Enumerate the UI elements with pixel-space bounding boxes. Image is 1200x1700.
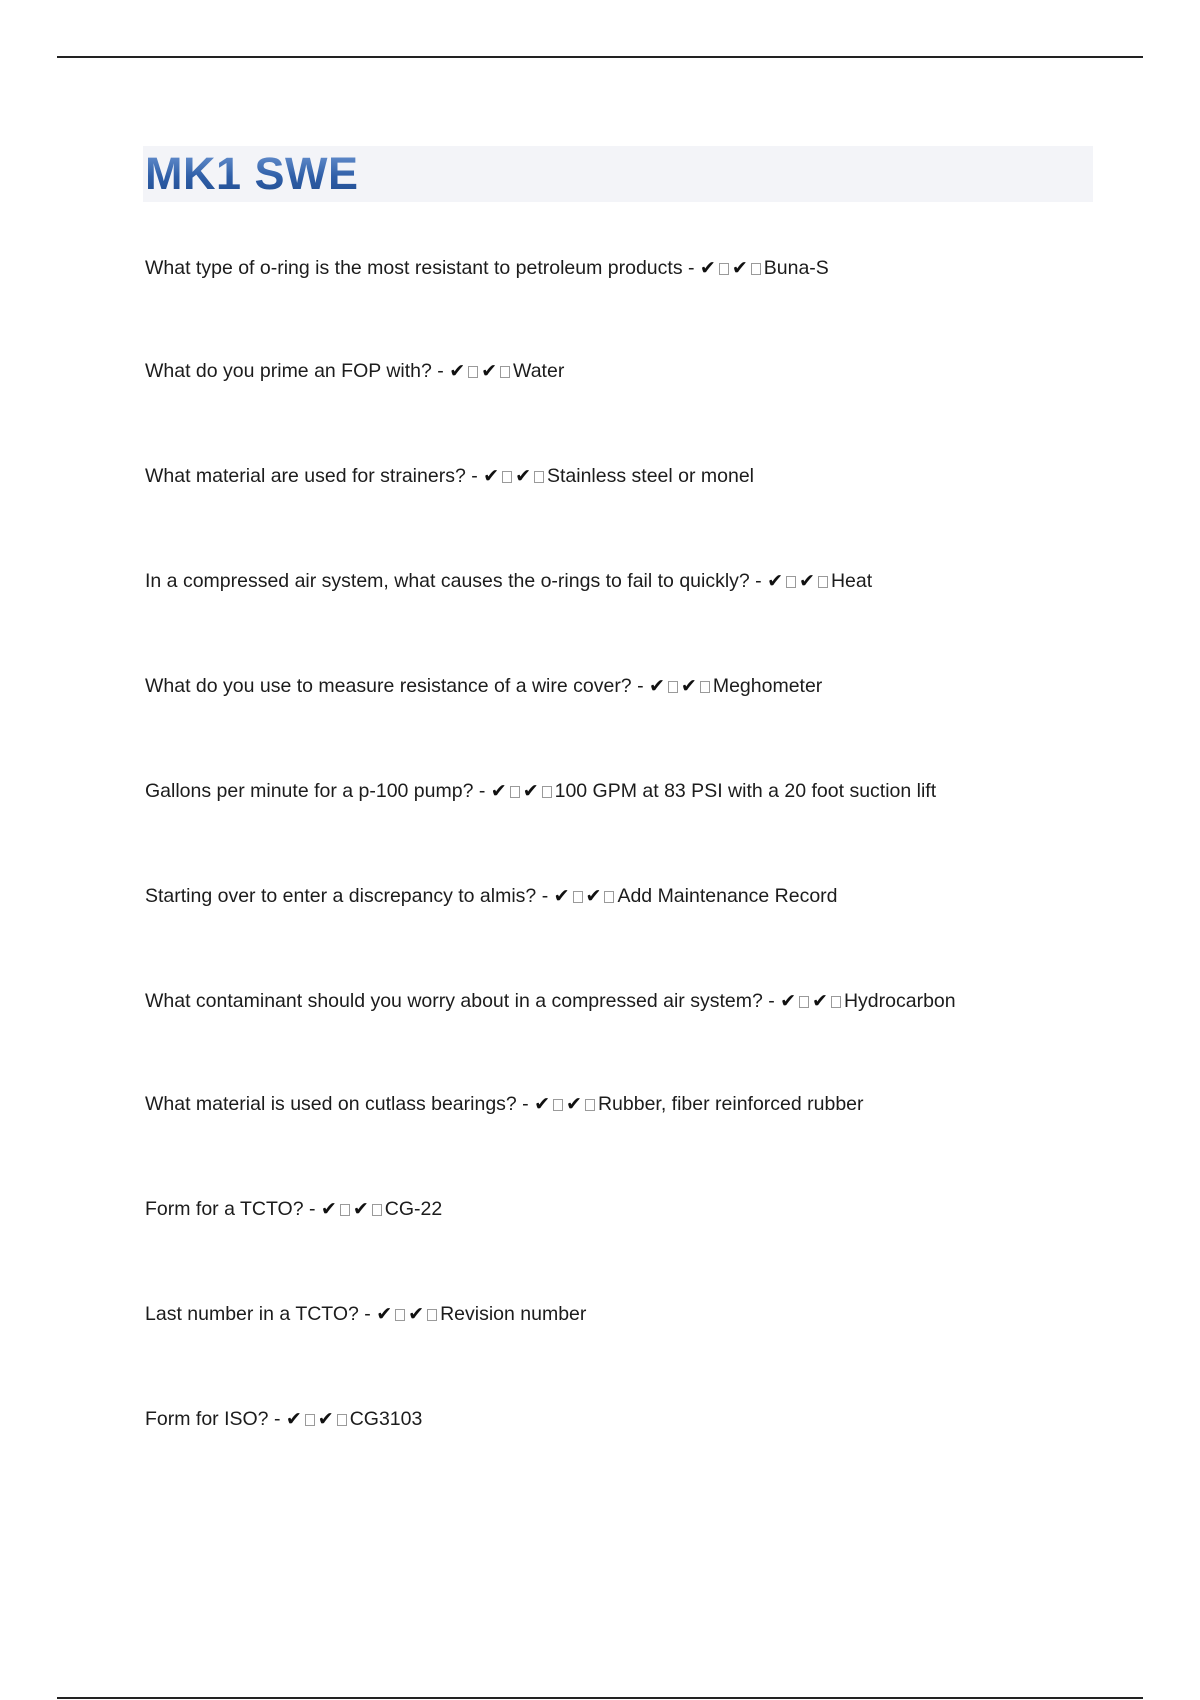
box-icon: [500, 366, 510, 378]
box-icon: [668, 681, 678, 693]
checkmark-icon: ✔: [317, 1408, 334, 1430]
checkmark-icon: ✔: [812, 990, 828, 1012]
top-rule: [57, 56, 1143, 58]
document-title: MK1 SWE: [145, 148, 359, 199]
checkmark-icon: ✔: [483, 465, 500, 487]
checkmark-icon: ✔: [731, 257, 748, 279]
answer-text: Hydrocarbon: [843, 990, 956, 1012]
answer-text: 100 GPM at 83 PSI with a 20 foot suction lift: [554, 780, 937, 802]
qa-item: [145, 989, 956, 1013]
box-icon: [786, 576, 796, 588]
answer-text: Buna-S: [763, 257, 829, 279]
answer-text: Stainless steel or monel: [546, 465, 755, 487]
box-icon: [534, 471, 544, 483]
question-text: Form for ISO? -: [145, 1408, 286, 1430]
box-icon: [337, 1414, 347, 1426]
checkmark-icon: ✔: [352, 1198, 369, 1220]
qa-item: [145, 1302, 586, 1326]
checkmark-icon: ✔: [481, 360, 498, 382]
checkmark-icon: ✔: [376, 1303, 393, 1325]
box-icon: [502, 471, 512, 483]
checkmark-icon: ✔: [320, 1198, 337, 1220]
qa-item: [145, 569, 872, 593]
answer-text: Water: [513, 360, 565, 382]
checkmark-icon: ✔: [680, 675, 697, 697]
question-text: What contaminant should you worry about in a compressed air system? -: [145, 990, 781, 1012]
checkmark-icon: ✔: [408, 1303, 425, 1325]
box-icon: [719, 263, 729, 275]
checkmark-icon: ✔: [767, 570, 784, 592]
qa-item: [145, 1197, 442, 1221]
qa-item: [145, 256, 829, 280]
qa-item: [145, 464, 754, 488]
box-icon: [510, 786, 520, 798]
question-text: Gallons per minute for a p-100 pump? -: [145, 780, 491, 802]
answer-text: Heat: [830, 570, 873, 592]
box-icon: [585, 1099, 595, 1111]
question-text: Starting over to enter a discrepancy to almis? -: [145, 885, 554, 907]
box-icon: [553, 1099, 563, 1111]
box-icon: [700, 681, 710, 693]
checkmark-icon: ✔: [648, 675, 665, 697]
box-icon: [427, 1309, 437, 1321]
qa-item: [145, 1092, 864, 1116]
checkmark-icon: ✔: [285, 1408, 302, 1430]
qa-item: [145, 359, 564, 383]
qa-item: [145, 674, 822, 698]
checkmark-icon: ✔: [780, 990, 797, 1012]
checkmark-icon: ✔: [799, 570, 815, 592]
checkmark-icon: ✔: [585, 885, 602, 907]
question-text: What material is used on cutlass bearings? -: [145, 1093, 535, 1115]
checkmark-icon: ✔: [449, 360, 466, 382]
checkmark-icon: ✔: [515, 465, 531, 487]
box-icon: [573, 891, 583, 903]
question-text: Last number in a TCTO? -: [145, 1303, 377, 1325]
title-band: [143, 146, 1093, 202]
question-text: What do you prime an FOP with? -: [145, 360, 450, 382]
answer-text: Rubber, fiber reinforced rubber: [597, 1093, 864, 1115]
box-icon: [799, 996, 809, 1008]
checkmark-icon: ✔: [490, 780, 507, 802]
box-icon: [395, 1309, 405, 1321]
bottom-rule: [57, 1697, 1143, 1699]
box-icon: [372, 1204, 382, 1216]
box-icon: [340, 1204, 350, 1216]
checkmark-icon: ✔: [553, 885, 570, 907]
answer-text: Add Maintenance Record: [617, 885, 838, 907]
qa-item: [145, 1407, 422, 1431]
box-icon: [831, 996, 841, 1008]
box-icon: [604, 891, 614, 903]
box-icon: [751, 263, 761, 275]
qa-item: [145, 884, 838, 908]
box-icon: [818, 576, 828, 588]
answer-text: Revision number: [440, 1303, 587, 1325]
checkmark-icon: ✔: [566, 1093, 582, 1115]
checkmark-icon: ✔: [522, 780, 539, 802]
box-icon: [468, 366, 478, 378]
answer-text: Meghometer: [712, 675, 823, 697]
question-text: Form for a TCTO? -: [145, 1198, 321, 1220]
answer-text: CG3103: [349, 1408, 423, 1430]
box-icon: [542, 786, 552, 798]
box-icon: [305, 1414, 315, 1426]
checkmark-icon: ✔: [699, 257, 716, 279]
answer-text: CG-22: [384, 1198, 443, 1220]
question-text: What type of o-ring is the most resistant to petroleum products -: [145, 257, 700, 279]
question-text: What do you use to measure resistance of a wire cover? -: [145, 675, 649, 697]
question-text: What material are used for strainers? -: [145, 465, 484, 487]
question-text: In a compressed air system, what causes the o-rings to fail to quickly? -: [145, 570, 768, 592]
qa-item: [145, 779, 936, 803]
checkmark-icon: ✔: [534, 1093, 551, 1115]
